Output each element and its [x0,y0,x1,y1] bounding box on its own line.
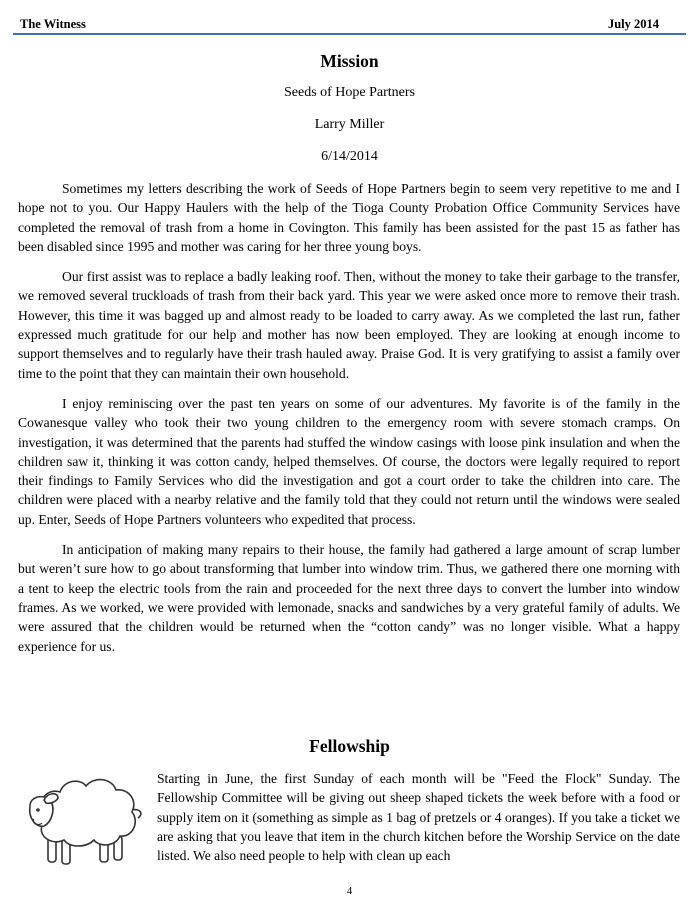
header-rule [13,33,686,35]
author-name: Larry Miller [314,117,385,132]
mission-paragraph-3: I enjoy reminiscing over the past ten years on some of our adventures. My favorite is of the family in the Cowanesque valley who took their two young children to the emergency room with severe stomach cramps. On investigation, it was determined that the parents had stuffed the window casings with loose pink insulation and when the children saw it, thinking it was cotton candy, helped themselves. Of course, the doctors were legally required to report their findings to Family Services who did the investigation and got a court order to take the children into care. The children were placed with a nearby relative and the family told that they could not return until the windows were sealed up. Enter, Seeds of Hope Partners volunteers who expedited that process. [18,395,680,527]
newsletter-name: The Witness [20,17,86,31]
mission-paragraph-1: Sometimes my letters describing the work of Seeds of Hope Partners begin to seem very repetitive to me and I hope not to you. Our Happy Haulers with the help of the Tioga County Probation Office Community Services have completed the removal of trash from a home in Covington. This family has been assisted for the past 15 as father has been disabled since 1995 and mother was caring for her three young boys. [18,181,680,254]
sheep-illustration [22,770,150,872]
issue-date: July 2014 [607,17,659,31]
fellowship-title: Fellowship [309,736,390,756]
mission-title: Mission [320,51,379,71]
article-date: 6/14/2014 [321,149,378,164]
mission-paragraph-2: Our first assist was to replace a badly leaking roof. Then, without the money to take their garbage to the transfer, we removed several truckloads of trash from their back yard. This year we were asked once more to remove their trash. However, this time it was bagged up and almost ready to be loaded to carry away. As we completed the last run, father expressed much gratitude for our help and mother has now been employed. They are looking at enough income to support themselves and to regularly have their trash hauled away. Praise God. It is very gratifying to assist a family over time to the point that they can maintain their own household. [18,269,680,381]
page-number: 4 [346,885,353,897]
organization-name: Seeds of Hope Partners [283,85,416,100]
fellowship-text: Starting in June, the first Sunday of each month will be "Feed the Flock" Sunday. The Fellowship Committee will be giving out sheep shaped tickets the week before with a food or supply item on it (something as simple as 1 bag of pretzels or 4 oranges). If you take a ticket we are asking that you leave that item in the church kitchen before the Worship Service on the date listed. We also need people to help with clean up each [157,771,680,864]
page-header [13,0,686,35]
mission-paragraph-4: In anticipation of making many repairs to their house, the family had gathered a large amount of scrap lumber but weren’t sure how to go about transforming that lumber into window trim. Thus, we gathered there one morning with a tent to keep the electric tools from the rain and proceeded for the next three days to convert the lumber into window frames. As we worked, we were provided with lemonade, snacks and sandwiches by a very grateful family of adults. We were assured that the children would be returned when the “cotton candy” was no longer visible. What a happy experience for us. [18,542,680,654]
mission-article [18,179,680,667]
